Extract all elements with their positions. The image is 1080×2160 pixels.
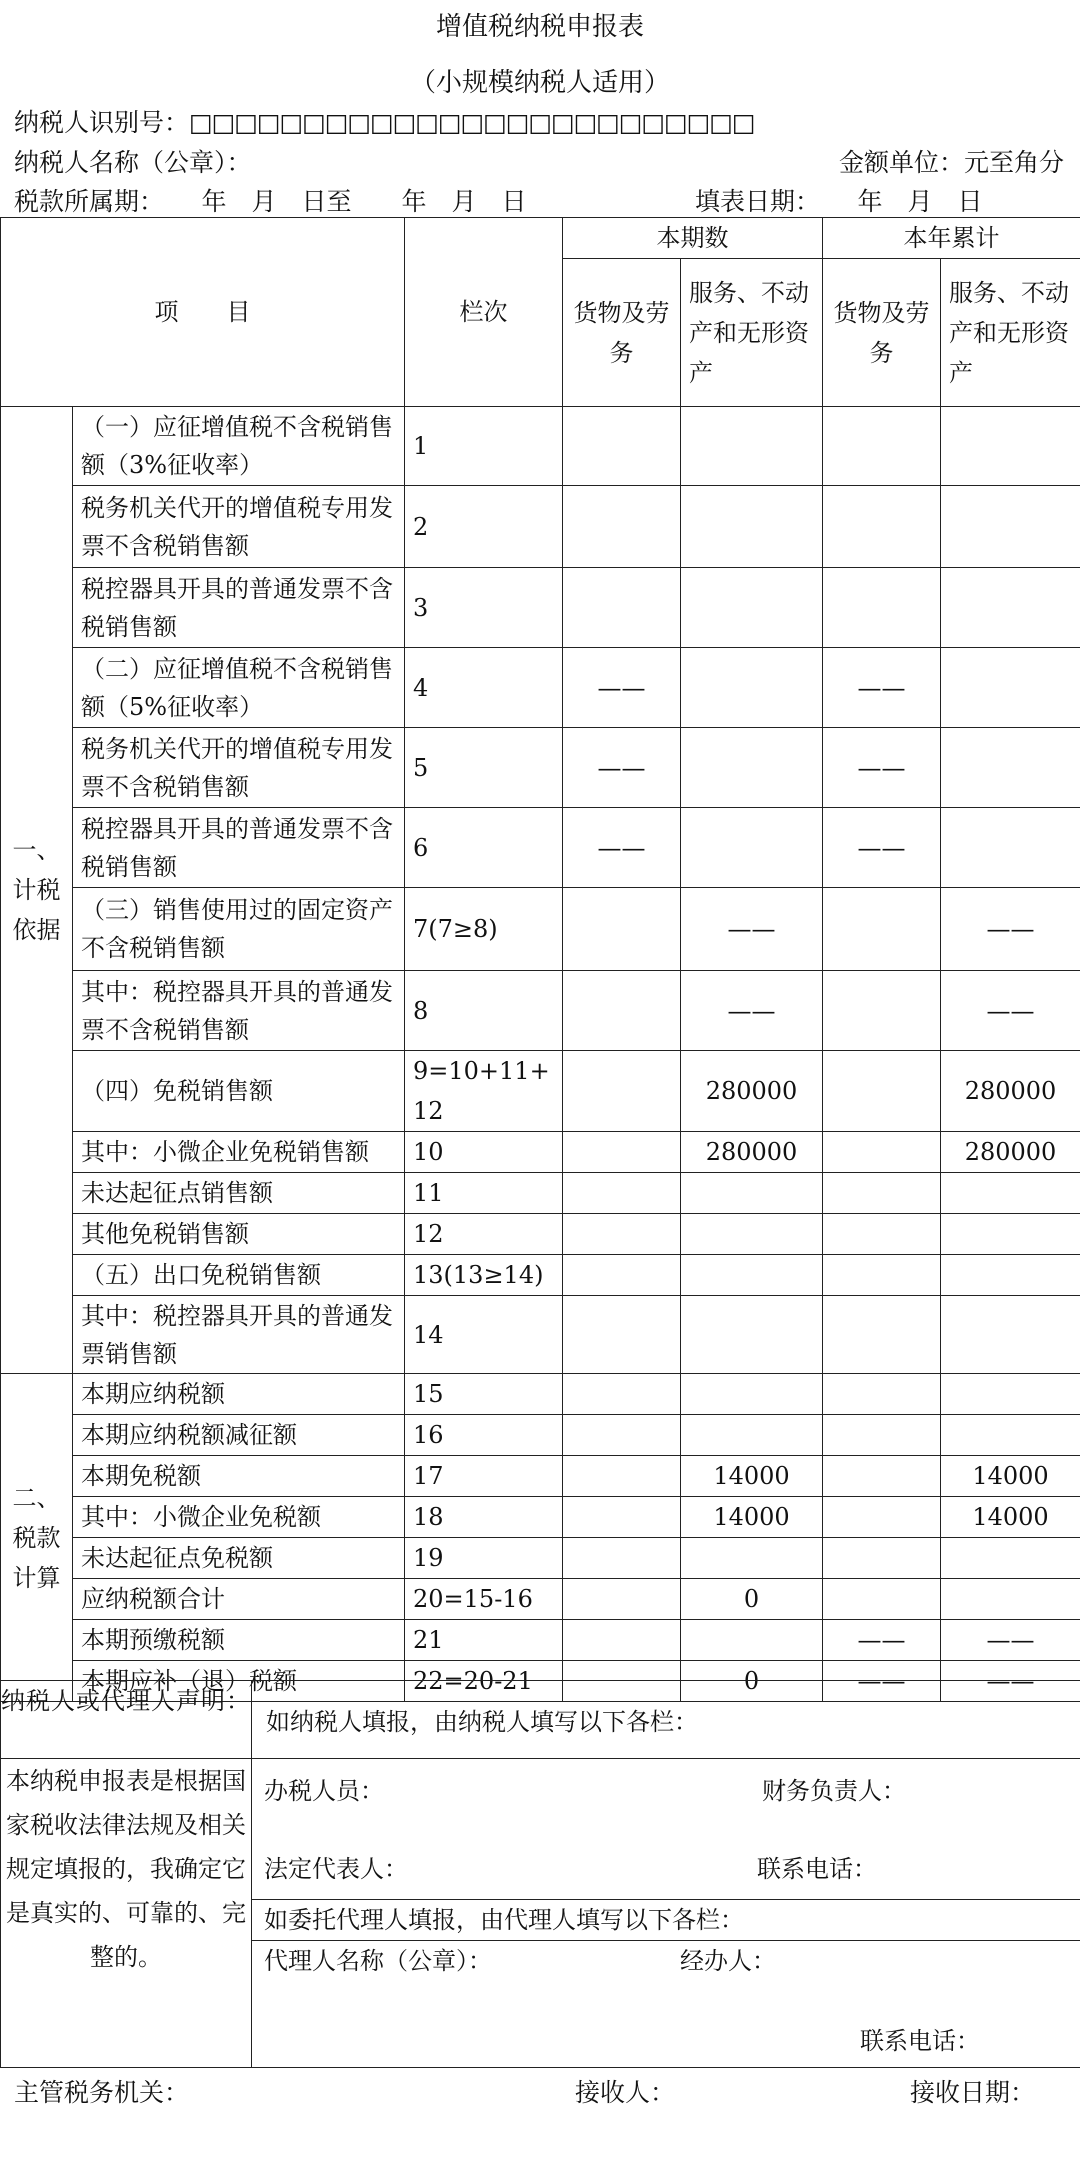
row-value-c3[interactable]: —— — [823, 1620, 941, 1661]
col-line-header: 栏次 — [405, 218, 563, 407]
goods-header-ytd: 货物及劳务 — [823, 259, 941, 407]
operator-label[interactable]: 经办人： — [680, 1947, 776, 1975]
row-item: 税务机关代开的增值税专用发票不含税销售额 — [73, 728, 405, 808]
row-value-c4[interactable] — [941, 486, 1080, 568]
row-line-number: 21 — [405, 1620, 563, 1661]
row-value-c3[interactable] — [823, 1415, 941, 1456]
row-item: 本期预缴税额 — [73, 1620, 405, 1661]
fill-date: 填表日期： 年 月 日 — [695, 187, 983, 216]
row-value-c2[interactable]: 14000 — [681, 1456, 823, 1497]
table-row — [1, 888, 1080, 971]
row-value-c1[interactable] — [563, 1620, 681, 1661]
row-value-c1[interactable]: —— — [563, 728, 681, 808]
row-value-c1[interactable]: —— — [563, 808, 681, 888]
row-value-c4[interactable] — [941, 407, 1080, 486]
table-row — [1, 1497, 1080, 1538]
col-item-header: 项 目 — [1, 218, 405, 407]
row-item: 其中：税控器具开具的普通发票销售额 — [73, 1296, 405, 1374]
receiver-label: 接收人： — [575, 2078, 676, 2107]
row-item: （三）销售使用过的固定资产不含税销售额 — [73, 888, 405, 971]
row-value-c2[interactable] — [681, 486, 823, 568]
table-row — [1, 1538, 1080, 1579]
row-item: 其中：小微企业免税额 — [73, 1497, 405, 1538]
row-value-c4[interactable] — [941, 1296, 1080, 1374]
row-value-c2[interactable] — [681, 1374, 823, 1415]
row-value-c2[interactable] — [681, 1538, 823, 1579]
row-line-number: 2 — [405, 486, 563, 568]
row-value-c1[interactable] — [563, 1538, 681, 1579]
row-value-c2[interactable] — [681, 1214, 823, 1255]
row-value-c3[interactable] — [823, 1579, 941, 1620]
row-value-c4[interactable] — [941, 648, 1080, 728]
current-period-header: 本期数 — [563, 218, 823, 259]
taxpayer-name-label: 纳税人名称（公章）： — [14, 148, 252, 177]
agent-fields — [252, 1940, 1080, 2067]
row-value-c1[interactable] — [563, 1415, 681, 1456]
row-value-c1[interactable] — [563, 486, 681, 568]
row-value-c2[interactable]: 280000 — [681, 1132, 823, 1173]
legal-rep-label[interactable]: 法定代表人： — [264, 1855, 408, 1883]
row-value-c1[interactable] — [563, 971, 681, 1051]
row-line-number: 18 — [405, 1497, 563, 1538]
row-line-number: 20=15-16 — [405, 1579, 563, 1620]
receive-date-label: 接收日期： — [910, 2078, 1036, 2107]
phone-label[interactable]: 联系电话： — [757, 1855, 877, 1883]
table-row — [1, 1173, 1080, 1214]
form-title: 增值税纳税申报表 — [435, 12, 644, 42]
row-value-c2[interactable] — [681, 407, 823, 486]
row-value-c2[interactable]: 0 — [681, 1661, 823, 1702]
services-header: 服务、不动产和无形资产 — [681, 259, 823, 407]
goods-header: 货物及劳务 — [563, 259, 681, 407]
table-row — [1, 808, 1080, 888]
row-value-c2[interactable] — [681, 568, 823, 648]
row-value-c3[interactable] — [823, 407, 941, 486]
row-value-c4[interactable] — [941, 1173, 1080, 1214]
row-value-c4[interactable] — [941, 568, 1080, 648]
row-item: （四）免税销售额 — [73, 1051, 405, 1132]
table-row — [1, 1579, 1080, 1620]
taxpayer-id-label: 纳税人识别号： — [14, 108, 190, 137]
row-value-c3[interactable] — [823, 486, 941, 568]
row-value-c1[interactable] — [563, 1374, 681, 1415]
year-total-header: 本年累计 — [823, 218, 1080, 259]
row-value-c1[interactable] — [563, 1296, 681, 1374]
row-item: 本期免税额 — [73, 1456, 405, 1497]
table-row — [1, 1132, 1080, 1173]
row-item: 税控器具开具的普通发票不含税销售额 — [73, 568, 405, 648]
row-line-number: 15 — [405, 1374, 563, 1415]
row-item: 本期应补（退）税额 — [73, 1661, 405, 1702]
self-fill-fields — [252, 1759, 1080, 1899]
tax-office-label: 主管税务机关： — [14, 2078, 190, 2107]
row-item: 其他免税销售额 — [73, 1214, 405, 1255]
table-row — [1, 1374, 1080, 1415]
row-value-c2[interactable]: 14000 — [681, 1497, 823, 1538]
row-value-c2[interactable] — [681, 1296, 823, 1374]
row-item: （二）应征增值税不含税销售额（5%征收率） — [73, 648, 405, 728]
taxpayer-id-row — [14, 103, 755, 139]
self-fill-note: 如纳税人填报，由纳税人填写以下各栏： — [252, 1681, 1080, 1759]
section-tax-basis: 一、计税依据 — [1, 407, 73, 1374]
row-value-c4[interactable]: —— — [941, 1661, 1080, 1702]
row-value-c3[interactable] — [823, 971, 941, 1051]
table-row — [1, 1214, 1080, 1255]
agent-name-label[interactable]: 代理人名称（公章）： — [264, 1947, 492, 1975]
row-value-c3[interactable] — [823, 1374, 941, 1415]
row-value-c3[interactable] — [823, 888, 941, 971]
row-value-c1[interactable] — [563, 1255, 681, 1296]
row-item: 税控器具开具的普通发票不含税销售额 — [73, 808, 405, 888]
row-line-number: 13(13≥14) — [405, 1255, 563, 1296]
finance-head-label[interactable]: 财务负责人： — [762, 1777, 906, 1805]
row-value-c4[interactable]: —— — [941, 971, 1080, 1051]
row-value-c4[interactable] — [941, 1579, 1080, 1620]
agent-fill-note: 如委托代理人填报，由代理人填写以下各栏： — [252, 1899, 1080, 1940]
row-value-c4[interactable]: —— — [941, 1620, 1080, 1661]
row-line-number: 3 — [405, 568, 563, 648]
row-value-c3[interactable] — [823, 1132, 941, 1173]
table-row — [1, 1415, 1080, 1456]
row-item: 本期应纳税额 — [73, 1374, 405, 1415]
row-value-c1[interactable] — [563, 1214, 681, 1255]
row-line-number: 10 — [405, 1132, 563, 1173]
row-value-c4[interactable] — [941, 1214, 1080, 1255]
row-value-c2[interactable]: 0 — [681, 1579, 823, 1620]
row-value-c1[interactable] — [563, 1497, 681, 1538]
row-value-c3[interactable] — [823, 1255, 941, 1296]
row-value-c4[interactable] — [941, 1255, 1080, 1296]
row-line-number: 4 — [405, 648, 563, 728]
table-row — [1, 1255, 1080, 1296]
row-value-c3[interactable]: —— — [823, 808, 941, 888]
declaration-table — [0, 217, 1080, 1702]
row-value-c2[interactable]: —— — [681, 971, 823, 1051]
services-header-ytd: 服务、不动产和无形资产 — [941, 259, 1080, 407]
legal-rep-row — [252, 1849, 1080, 1889]
row-value-c2[interactable] — [681, 1620, 823, 1661]
row-value-c3[interactable]: —— — [823, 1661, 941, 1702]
row-value-c1[interactable] — [563, 1132, 681, 1173]
table-row — [1, 407, 1080, 486]
row-line-number: 12 — [405, 1214, 563, 1255]
row-line-number: 22=20-21 — [405, 1661, 563, 1702]
table-row — [1, 1620, 1080, 1661]
row-value-c2[interactable]: 280000 — [681, 1051, 823, 1132]
row-item: 未达起征点免税额 — [73, 1538, 405, 1579]
section-tax-calc: 二、税款计算 — [1, 1374, 73, 1702]
row-value-c4[interactable]: 14000 — [941, 1456, 1080, 1497]
table-row — [1, 1456, 1080, 1497]
row-line-number: 1 — [405, 407, 563, 486]
handler-row — [252, 1771, 1080, 1811]
row-item: 其中：小微企业免税销售额 — [73, 1132, 405, 1173]
amount-unit: 金额单位：元至角分 — [838, 148, 1064, 177]
row-line-number: 14 — [405, 1296, 563, 1374]
row-value-c3[interactable]: —— — [823, 728, 941, 808]
row-value-c3[interactable] — [823, 1214, 941, 1255]
row-value-c1[interactable] — [563, 407, 681, 486]
row-value-c1[interactable] — [563, 1579, 681, 1620]
agent-row — [252, 1941, 1080, 1981]
row-value-c2[interactable]: —— — [681, 888, 823, 971]
tax-period: 税款所属期： 年 月 日至 年 月 日 — [14, 187, 527, 216]
declaration-label: 纳税人或代理人声明： — [1, 1681, 252, 1759]
footer-table — [0, 1680, 1080, 2068]
row-value-c4[interactable] — [941, 808, 1080, 888]
table-row — [1, 648, 1080, 728]
table-row — [1, 728, 1080, 808]
declaration-text: 本纳税申报表是根据国家税收法律法规及相关规定填报的，我确定它是真实的、可靠的、完整的。 — [1, 1759, 252, 2068]
row-value-c4[interactable] — [941, 1374, 1080, 1415]
table-row — [1, 971, 1080, 1051]
table-body — [1, 218, 1080, 1702]
row-line-number: 6 — [405, 808, 563, 888]
handler-label[interactable]: 办税人员： — [264, 1777, 384, 1805]
row-value-c2[interactable] — [681, 808, 823, 888]
row-line-number: 11 — [405, 1173, 563, 1214]
form-subtitle: （小规模纳税人适用） — [409, 68, 670, 98]
row-line-number: 16 — [405, 1415, 563, 1456]
row-value-c1[interactable] — [563, 1456, 681, 1497]
row-value-c4[interactable]: —— — [941, 888, 1080, 971]
row-value-c1[interactable]: —— — [563, 648, 681, 728]
agent-phone-label[interactable]: 联系电话： — [860, 2027, 980, 2055]
row-value-c4[interactable]: 280000 — [941, 1132, 1080, 1173]
row-value-c1[interactable] — [563, 1173, 681, 1214]
row-line-number: 9=10+11+12 — [405, 1051, 563, 1132]
row-value-c2[interactable] — [681, 1173, 823, 1214]
row-item: 税务机关代开的增值税专用发票不含税销售额 — [73, 486, 405, 568]
table-row — [1, 568, 1080, 648]
row-value-c3[interactable] — [823, 1173, 941, 1214]
row-value-c4[interactable]: 280000 — [941, 1051, 1080, 1132]
row-line-number: 17 — [405, 1456, 563, 1497]
row-value-c4[interactable]: 14000 — [941, 1497, 1080, 1538]
row-value-c1[interactable] — [563, 888, 681, 971]
row-item: 应纳税额合计 — [73, 1579, 405, 1620]
row-value-c2[interactable] — [681, 1415, 823, 1456]
row-line-number: 5 — [405, 728, 563, 808]
signature-area — [252, 1759, 1080, 2068]
row-value-c3[interactable] — [823, 1497, 941, 1538]
row-value-c1[interactable] — [563, 1051, 681, 1132]
row-value-c2[interactable] — [681, 1255, 823, 1296]
row-value-c4[interactable] — [941, 1415, 1080, 1456]
row-value-c4[interactable] — [941, 728, 1080, 808]
row-value-c3[interactable] — [823, 1538, 941, 1579]
row-value-c4[interactable] — [941, 1538, 1080, 1579]
row-value-c3[interactable] — [823, 1051, 941, 1132]
row-item: 本期应纳税额减征额 — [73, 1415, 405, 1456]
row-item: 其中：税控器具开具的普通发票不含税销售额 — [73, 971, 405, 1051]
row-item: 未达起征点销售额 — [73, 1173, 405, 1214]
table-row — [1, 486, 1080, 568]
row-item: （一）应征增值税不含税销售额（3%征收率） — [73, 407, 405, 486]
taxpayer-id-boxes[interactable]: □□□□□□□□□□□□□□□□□□□□□□□□□ — [189, 108, 755, 137]
table-row — [1, 1051, 1080, 1132]
table-row — [1, 1296, 1080, 1374]
row-item: （五）出口免税销售额 — [73, 1255, 405, 1296]
row-value-c3[interactable] — [823, 568, 941, 648]
row-value-c2[interactable] — [681, 728, 823, 808]
row-value-c3[interactable]: —— — [823, 648, 941, 728]
row-line-number: 19 — [405, 1538, 563, 1579]
row-value-c3[interactable] — [823, 1456, 941, 1497]
row-value-c3[interactable] — [823, 1296, 941, 1374]
row-value-c2[interactable] — [681, 648, 823, 728]
row-line-number: 8 — [405, 971, 563, 1051]
row-value-c1[interactable] — [563, 568, 681, 648]
row-line-number: 7(7≥8) — [405, 888, 563, 971]
